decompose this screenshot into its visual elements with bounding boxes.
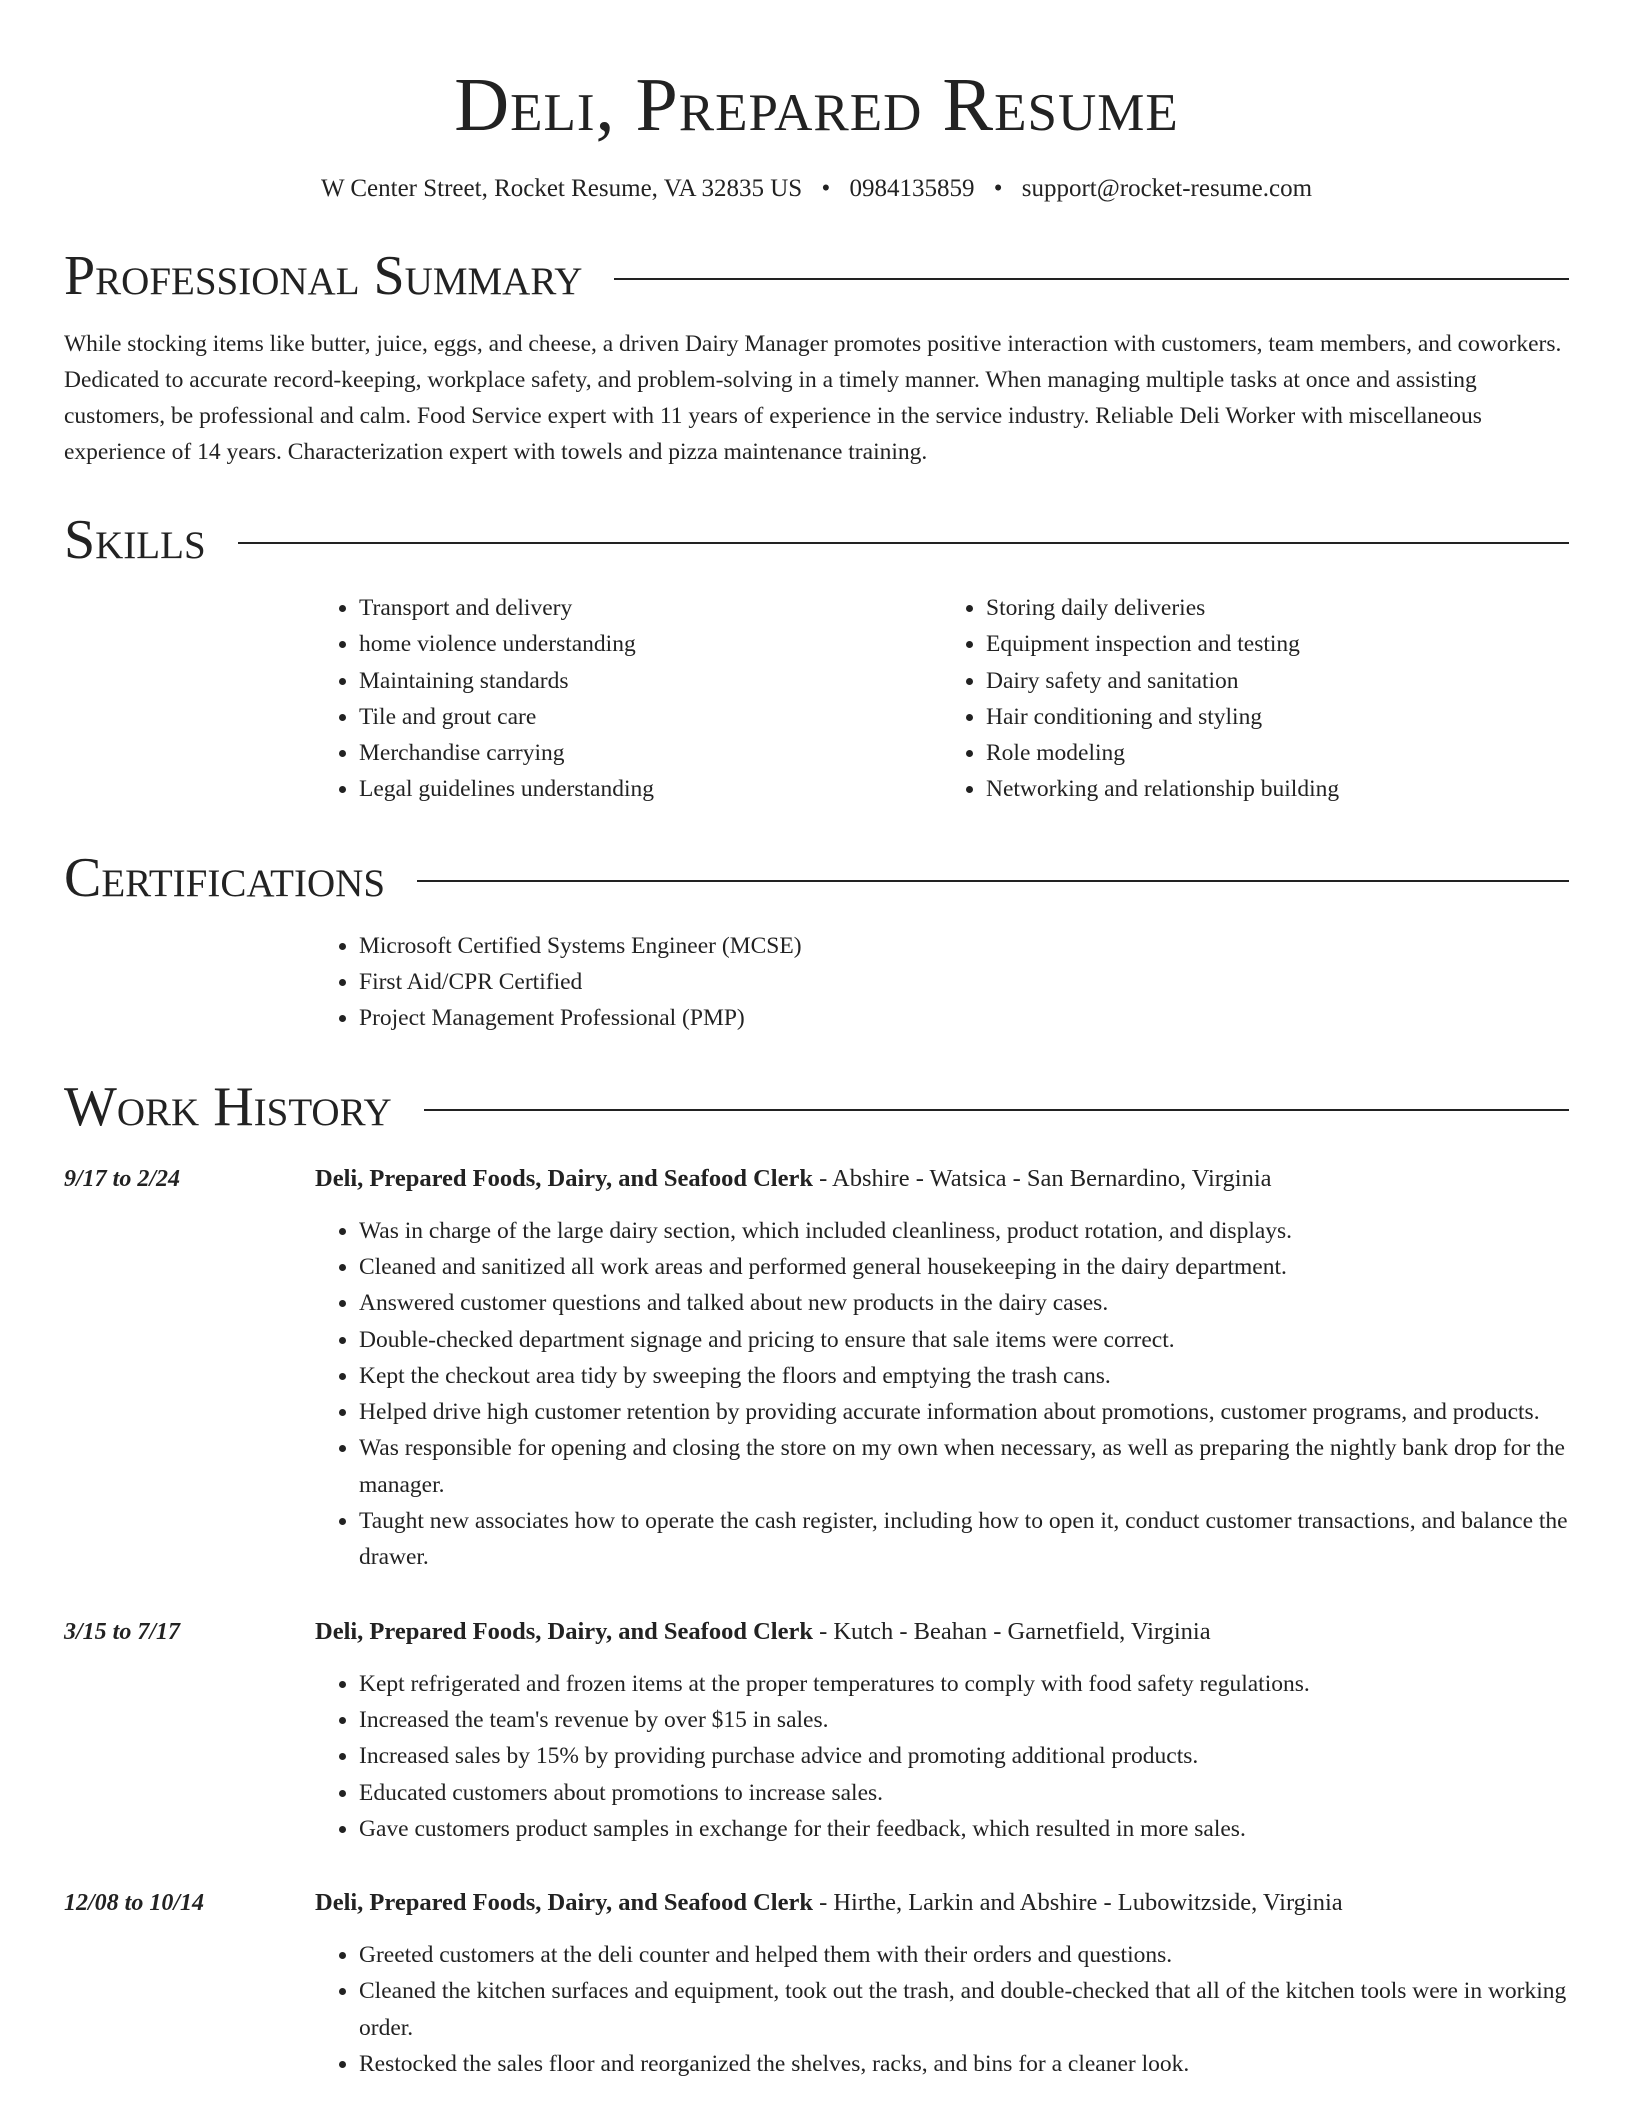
job-duty: • Kept the checkout area tidy by sweeping the floors and emptying the trash cans. bbox=[359, 1358, 1569, 1394]
skill-item: • Storing daily deliveries bbox=[986, 590, 1569, 626]
job-duty: • Increased sales by 15% by providing purchase advice and promoting additional products. bbox=[359, 1738, 1569, 1774]
job-duty: • Was in charge of the large dairy section, which included cleanliness, product rotation, and displays. bbox=[359, 1213, 1569, 1249]
certifications-list-wrap bbox=[315, 928, 1569, 1037]
summary-header bbox=[64, 244, 1569, 308]
section-divider bbox=[614, 278, 1569, 280]
skills-list-right bbox=[942, 590, 1569, 808]
job-title-line bbox=[315, 1161, 1569, 1197]
certification-item: • First Aid/CPR Certified bbox=[359, 964, 1569, 1000]
job-entry bbox=[64, 1885, 1569, 2082]
job-title: Deli, Prepared Foods, Dairy, and Seafood Clerk bbox=[315, 1164, 813, 1192]
certification-item: • Project Management Professional (PMP) bbox=[359, 1000, 1569, 1036]
contact-address: W Center Street, Rocket Resume, VA 32835 US bbox=[320, 175, 803, 202]
resume-name: Deli, Prepared Resume bbox=[454, 63, 1179, 147]
job-duties bbox=[315, 1937, 1569, 2082]
job-duty: • Answered customer questions and talked about new products in the dairy cases. bbox=[359, 1285, 1569, 1321]
job-duty: • Restocked the sales floor and reorganized the shelves, racks, and bins for a cleaner look. bbox=[359, 2046, 1569, 2082]
summary-text: While stocking items like butter, juice, eggs, and cheese, a driven Dairy Manager promotes positive interaction with customers, team members, and coworkers. Dedicated to accurate record-keeping, workplace safety, and problem-solving in a timely manner. When managing multiple tasks at once and assisting customers, be professional and calm. Food Service expert with 11 years of experience in the service industry. Reliable Deli Worker with miscellaneous experience of 14 years. Characterization expert with towels and pizza maintenance training. bbox=[64, 331, 1562, 465]
certifications-header bbox=[64, 846, 1569, 910]
job-title: Deli, Prepared Foods, Dairy, and Seafood Clerk bbox=[315, 1617, 813, 1645]
work-history-heading: Work History bbox=[64, 1075, 392, 1138]
job-duty: • Helped drive high customer retention by providing accurate information about promotions, customer programs, and products. bbox=[359, 1394, 1569, 1430]
skills-header bbox=[64, 508, 1569, 572]
skill-item: • Transport and delivery bbox=[359, 590, 942, 626]
certifications-list bbox=[315, 928, 1569, 1037]
job-dates: 3/15 to 7/17 bbox=[64, 1618, 181, 1645]
skill-item: • Networking and relationship building bbox=[986, 771, 1569, 807]
summary-section bbox=[64, 244, 1569, 470]
skill-item: • Hair conditioning and styling bbox=[986, 699, 1569, 735]
job-employer: - Abshire - Watsica - San Bernardino, Virginia bbox=[812, 1164, 1272, 1192]
skills-heading: Skills bbox=[64, 509, 206, 571]
job-duties bbox=[315, 1213, 1569, 1576]
job-dates: 12/08 to 10/14 bbox=[64, 1890, 205, 1917]
skill-item: • Tile and grout care bbox=[359, 699, 942, 735]
work-history-header bbox=[64, 1075, 1569, 1139]
job-duty: • Educated customers about promotions to increase sales. bbox=[359, 1775, 1569, 1811]
job-body bbox=[315, 1614, 1569, 1847]
skills-section bbox=[64, 508, 1569, 808]
section-divider bbox=[417, 880, 1569, 882]
contact-line bbox=[64, 172, 1569, 206]
contact-separator: • bbox=[993, 175, 1003, 202]
skill-item: • Maintaining standards bbox=[359, 663, 942, 699]
job-title-line bbox=[315, 1614, 1569, 1650]
resume-page bbox=[64, 0, 1569, 2082]
contact-phone: 0984135859 bbox=[849, 175, 975, 202]
job-duty: • Was responsible for opening and closing the store on my own when necessary, as well as preparing the nightly bank drop for the manager. bbox=[359, 1430, 1569, 1503]
skill-item: • Merchandise carrying bbox=[359, 735, 942, 771]
job-duty: • Cleaned the kitchen surfaces and equipment, took out the trash, and double-checked that all of the kitchen tools were in working order. bbox=[359, 1973, 1569, 2046]
contact-separator: • bbox=[821, 175, 831, 202]
job-duty: • Greeted customers at the deli counter and helped them with their orders and questions. bbox=[359, 1937, 1569, 1973]
certification-item: • Microsoft Certified Systems Engineer (MCSE) bbox=[359, 928, 1569, 964]
contact-email: support@rocket-resume.com bbox=[1021, 175, 1313, 202]
job-duty: • Taught new associates how to operate the cash register, including how to open it, conduct customer transactions, and balance the drawer. bbox=[359, 1503, 1569, 1576]
job-title-line bbox=[315, 1885, 1569, 1921]
skill-item: • home violence understanding bbox=[359, 626, 942, 662]
skill-item: • Dairy safety and sanitation bbox=[986, 663, 1569, 699]
certifications-heading: Certifications bbox=[64, 846, 386, 909]
job-duty: • Increased the team's revenue by over $15 in sales. bbox=[359, 1702, 1569, 1738]
skills-list-left bbox=[315, 590, 942, 808]
skill-item: • Legal guidelines understanding bbox=[359, 771, 942, 807]
certifications-section bbox=[64, 846, 1569, 1037]
section-divider bbox=[424, 1109, 1569, 1111]
job-entry bbox=[64, 1614, 1569, 1847]
summary-heading: Professional Summary bbox=[64, 245, 583, 307]
work-history-section bbox=[64, 1075, 1569, 2083]
skill-item: • Role modeling bbox=[986, 735, 1569, 771]
job-body bbox=[315, 1161, 1569, 1576]
job-employer: - Hirthe, Larkin and Abshire - Lubowitzside, Virginia bbox=[812, 1889, 1343, 1917]
job-body bbox=[315, 1885, 1569, 2082]
job-dates: 9/17 to 2/24 bbox=[64, 1165, 181, 1192]
job-title: Deli, Prepared Foods, Dairy, and Seafood Clerk bbox=[315, 1889, 813, 1917]
job-duty: • Gave customers product samples in exchange for their feedback, which resulted in more sales. bbox=[359, 1811, 1569, 1847]
skills-grid bbox=[315, 590, 1569, 808]
job-duty: • Cleaned and sanitized all work areas and performed general housekeeping in the dairy department. bbox=[359, 1249, 1569, 1285]
job-duty: • Kept refrigerated and frozen items at the proper temperatures to comply with food safety regulations. bbox=[359, 1666, 1569, 1702]
skill-item: • Equipment inspection and testing bbox=[986, 626, 1569, 662]
job-entry bbox=[64, 1161, 1569, 1576]
job-duty: • Double-checked department signage and pricing to ensure that sale items were correct. bbox=[359, 1322, 1569, 1358]
job-duties bbox=[315, 1666, 1569, 1847]
section-divider bbox=[238, 542, 1569, 544]
job-employer: - Kutch - Beahan - Garnetfield, Virginia bbox=[812, 1617, 1211, 1645]
